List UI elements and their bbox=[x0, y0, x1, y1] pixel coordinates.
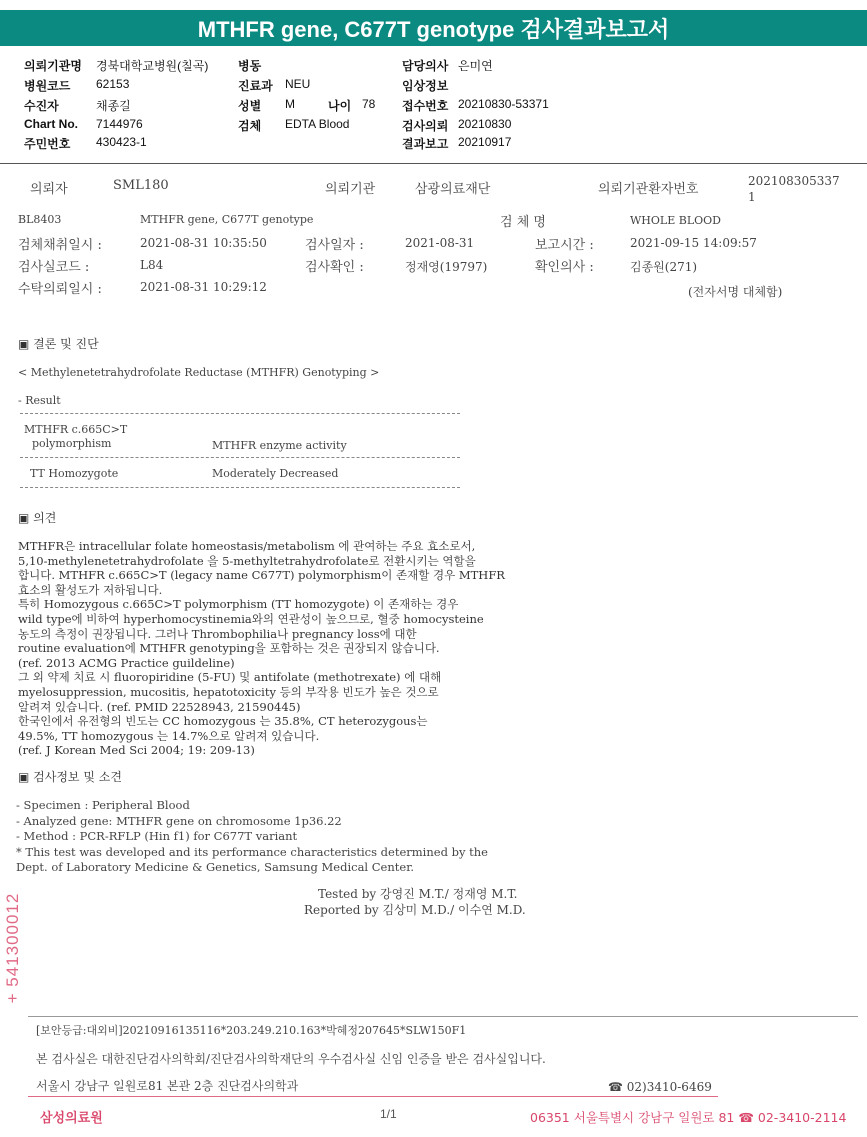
req-org-value: 경북대학교병원(칠곡) bbox=[96, 59, 209, 73]
resident-value: 430423-1 bbox=[96, 135, 147, 149]
opinion-line: 알려져 있습니다. (ref. PMID 22528943, 21590445) bbox=[18, 699, 301, 714]
inst-patient-no-value-2: 1 bbox=[748, 190, 756, 204]
confirm-value: 정재영(19797) bbox=[405, 260, 488, 274]
sex-label: 성별 bbox=[238, 99, 262, 113]
req-inst-value: 삼광의료재단 bbox=[415, 182, 491, 197]
opinion-line: (ref. 2013 ACMG Practice guildeline) bbox=[18, 655, 235, 670]
report-date-value: 20210917 bbox=[458, 135, 512, 149]
result-divider-mid bbox=[20, 457, 460, 458]
consign-label: 수탁의뢰일시 : bbox=[18, 282, 102, 297]
dept-label: 진료과 bbox=[238, 79, 273, 93]
sex-value: M bbox=[285, 97, 295, 111]
opinion-line: 5,10-methylenetetrahydrofolate 을 5-methyltetrahydrofolate로 전환시키는 역할을 bbox=[18, 553, 476, 568]
test-info-line: - Specimen : Peripheral Blood bbox=[16, 798, 190, 812]
consign-value: 2021-08-31 10:29:12 bbox=[140, 280, 267, 294]
test-info-line: - Method : PCR-RFLP (Hin f1) for C677T variant bbox=[16, 829, 298, 843]
address-underline bbox=[28, 1096, 718, 1097]
ward-label: 병동 bbox=[238, 59, 262, 73]
hosp-code-value: 62153 bbox=[96, 77, 130, 91]
dept-value: NEU bbox=[285, 77, 311, 91]
hosp-code-label: 병원코드 bbox=[24, 79, 71, 93]
genotype-value: TT Homozygote bbox=[30, 467, 119, 480]
report-title: MTHFR gene, C677T genotype 검사결과보고서 bbox=[197, 16, 670, 42]
hospital-name: 삼성의료원 bbox=[40, 1111, 103, 1126]
result-label: - Result bbox=[18, 394, 61, 407]
opinion-heading: ▣ 의견 bbox=[18, 511, 57, 525]
accession-label: 접수번호 bbox=[402, 99, 449, 113]
requester-label: 의뢰자 bbox=[30, 182, 68, 197]
report-time-value: 2021-09-15 14:09:57 bbox=[630, 236, 757, 250]
bottom-divider bbox=[28, 1016, 858, 1017]
confirm-label: 검사확인 : bbox=[305, 260, 364, 275]
requester-value: SML180 bbox=[113, 178, 169, 193]
request-date-label: 검사의뢰 bbox=[402, 119, 449, 133]
opinion-line: 49.5%, TT homozygous 는 14.7%으로 알려져 있습니다. bbox=[18, 728, 320, 743]
patient-info bbox=[0, 0, 867, 160]
reported-by: Reported by 김상미 M.D./ 이수연 M.D. bbox=[304, 903, 526, 917]
opinion-line: 특히 Homozygous c.665C>T polymorphism (TT homozygote) 이 존재하는 경우 bbox=[18, 597, 459, 612]
report-time-label: 보고시간 : bbox=[535, 238, 594, 253]
test-name: MTHFR gene, C677T genotype bbox=[140, 213, 314, 226]
specimen-name-value: WHOLE BLOOD bbox=[630, 214, 721, 227]
collect-value: 2021-08-31 10:35:50 bbox=[140, 236, 267, 250]
opinion-line: 그 외 약제 치료 시 fluoropiridine (5-FU) 및 antifolate (methotrexate) 에 대해 bbox=[18, 670, 442, 685]
test-date-value: 2021-08-31 bbox=[405, 236, 475, 250]
chart-label: Chart No. bbox=[24, 117, 78, 131]
col1-header-2: polymorphism bbox=[32, 437, 112, 450]
report-date-label: 결과보고 bbox=[402, 137, 449, 151]
activity-value: Moderately Decreased bbox=[212, 467, 339, 480]
age-label: 나이 bbox=[328, 99, 352, 113]
opinion-line: 효소의 활성도가 저하됩니다. bbox=[18, 582, 163, 597]
cert-line: 본 검사실은 대한진단검사의학회/진단검사의학재단의 우수검사실 신임 인증을 받은 검사실입니다. bbox=[36, 1052, 546, 1066]
conclusion-subtitle: < Methylenetetrahydrofolate Reductase (MTHFR) Genotyping > bbox=[18, 366, 380, 379]
req-inst-label: 의뢰기관 bbox=[325, 182, 376, 197]
test-info-line: Dept. of Laboratory Medicine & Genetics, Samsung Medical Center. bbox=[16, 860, 415, 874]
test-info-heading: ▣ 검사정보 및 소견 bbox=[18, 770, 122, 784]
collector-value: 채종길 bbox=[96, 99, 131, 113]
footer-address: 06351 서울특별시 강남구 일원로 81 ☎ 02-3410-2114 bbox=[530, 1110, 847, 1125]
esign-note: (전자서명 대체함) bbox=[688, 285, 783, 299]
resident-label: 주민번호 bbox=[24, 137, 71, 151]
lab-phone: ☎ 02)3410-6469 bbox=[608, 1080, 712, 1094]
specimen-name-label: 검 체 명 bbox=[500, 215, 546, 230]
test-info-line: * This test was developed and its performance characteristics determined by the bbox=[16, 844, 488, 859]
conclusion-heading: ▣ 결론 및 진단 bbox=[18, 337, 99, 351]
test-date-label: 검사일자 : bbox=[305, 238, 364, 253]
collect-label: 검체채취일시 : bbox=[18, 238, 102, 253]
clinical-label: 임상정보 bbox=[402, 79, 449, 93]
test-info-line: - Analyzed gene: MTHFR gene on chromosome 1p36.22 bbox=[16, 813, 342, 828]
physician-value: 김종원(271) bbox=[630, 260, 698, 274]
col2-header: MTHFR enzyme activity bbox=[212, 439, 347, 452]
inst-patient-no-label: 의뢰기관환자번호 bbox=[598, 182, 699, 197]
age-value: 78 bbox=[362, 97, 376, 111]
physician-label: 확인의사 : bbox=[535, 260, 594, 275]
opinion-line: 한국인에서 유전형의 빈도는 CC homozygous 는 35.8%, CT heterozygous는 bbox=[18, 714, 428, 729]
tested-by: Tested by 강영진 M.T./ 정재영 M.T. bbox=[318, 887, 518, 901]
result-divider-top bbox=[20, 413, 460, 414]
opinion-line: (ref. J Korean Med Sci 2004; 19: 209-13) bbox=[18, 743, 255, 758]
opinion-line: 합니다. MTHFR c.665C>T (legacy name C677T) polymorphism이 존재할 경우 MTHFR bbox=[18, 568, 505, 583]
side-id-text: + 541300012 bbox=[3, 892, 22, 1004]
test-code: BL8403 bbox=[18, 213, 62, 226]
doctor-value: 은미연 bbox=[458, 59, 493, 73]
room-label: 검사실코드 : bbox=[18, 260, 90, 275]
request-date-value: 20210830 bbox=[458, 117, 512, 131]
opinion-line: routine evaluation에 MTHFR genotyping을 포함하는 것은 권장되지 않습니다. bbox=[18, 641, 440, 656]
opinion-line: 농도의 측정이 권장됩니다. 그러나 Thrombophilia나 pregnancy loss에 대한 bbox=[18, 626, 417, 641]
page-number: 1/1 bbox=[380, 1107, 397, 1121]
header-divider bbox=[0, 163, 867, 164]
specimen-label: 검체 bbox=[238, 119, 262, 133]
doctor-label: 담당의사 bbox=[402, 59, 449, 73]
opinion-line: MTHFR은 intracellular folate homeostasis/metabolism 에 관여하는 주요 효소로서, bbox=[18, 539, 476, 553]
opinion-line: wild type에 비하여 hyperhomocystinemia와의 연관성이 높으므로, 혈중 homocysteine bbox=[18, 611, 484, 626]
collector-label: 수진자 bbox=[24, 99, 59, 113]
chart-value: 7144976 bbox=[96, 117, 143, 131]
result-divider-bottom bbox=[20, 487, 460, 488]
room-value: L84 bbox=[140, 258, 164, 272]
req-org-label: 의뢰기관명 bbox=[24, 59, 82, 73]
col1-header-1: MTHFR c.665C>T bbox=[24, 423, 128, 436]
test-info-text bbox=[16, 798, 616, 876]
specimen-value: EDTA Blood bbox=[285, 117, 350, 131]
security-line: [보안등급:대외비]20210916135116*203.249.210.163*박혜정207645*SLW150F1 bbox=[36, 1024, 467, 1037]
accession-value: 20210830-53371 bbox=[458, 97, 549, 111]
side-id-stamp bbox=[3, 878, 23, 1018]
lab-address: 서울시 강남구 일원로81 본관 2층 진단검사의학과 bbox=[36, 1079, 299, 1093]
inst-patient-no-value-1: 202108305337 bbox=[748, 174, 840, 188]
opinion-line: myelosuppression, mucositis, hepatotoxicity 등의 부작용 빈도가 높은 것으로 bbox=[18, 684, 439, 699]
opinion-text bbox=[18, 539, 618, 758]
